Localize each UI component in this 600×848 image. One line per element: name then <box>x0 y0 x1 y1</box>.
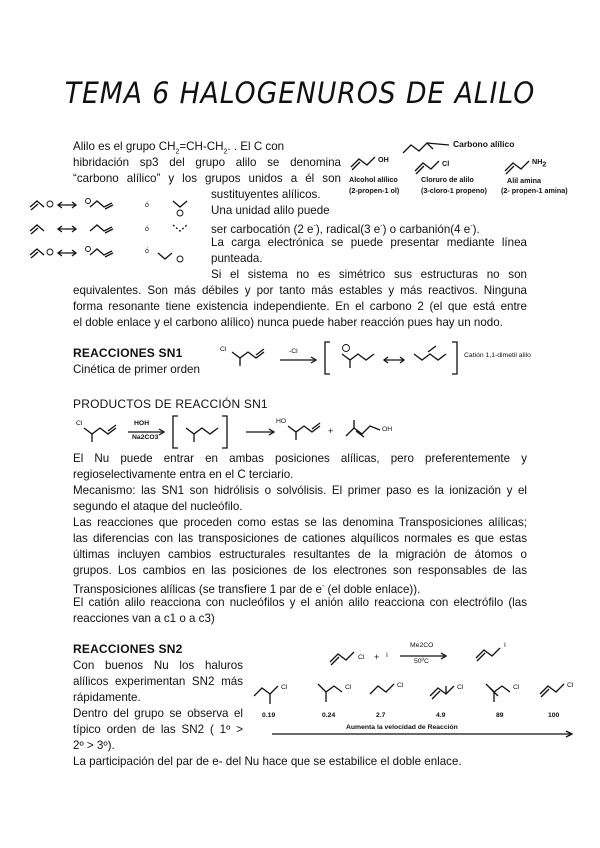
sn2-i-reagent: I <box>386 652 388 659</box>
body-line8: grupos. Los cambios en las posiciones de los electrones son responsables de las <box>73 564 527 577</box>
carbono-alilico-label: Carbono alílico <box>453 139 515 149</box>
allyl-structures-figure <box>345 135 595 205</box>
intro-line7: La carga electrónica se puede presentar mediante línea <box>211 236 527 249</box>
halide-cl-1: Cl <box>281 684 288 691</box>
halide-cl-3: Cl <box>397 682 404 689</box>
body-line9: Transposiciones alílicas (se transfiere 1 par de e- (el doble enlace)). <box>73 582 421 596</box>
intro-line6: ser carbocatión (2 e-), radical(3 e-) o carbanión(4 e-). <box>211 222 480 236</box>
intro-line10: equivalentes. Son más débiles y por tanto más estables y más reactivos. Ninguna <box>73 284 527 297</box>
intro-line12: el doble enlace y el carbono alílico) nunca puede haber reacción pues hay un nodo. <box>73 316 503 329</box>
productos-plus: + <box>328 426 334 436</box>
sn2-line3: rápidamente. <box>73 691 141 704</box>
intro-line8: punteada. <box>211 252 263 265</box>
body-line6: las diferencias con las transposiciones de cationes alquílicos normales es que estas <box>73 532 527 545</box>
resonance-structures-drawing <box>28 195 208 267</box>
sn2-reagent-top: Me2CO <box>410 642 434 649</box>
sn2-figure <box>250 640 580 744</box>
page-title: TEMA 6 HALOGENUROS DE ALILO <box>64 76 536 110</box>
productos-scheme-drawing <box>70 412 410 452</box>
productos-oh-label: OH <box>382 426 393 433</box>
svg-text:ó: ó <box>145 226 149 233</box>
body-line10: El catión alilo reacciona con nucleófilos y el anión alilo reacciona con electrófilo (las <box>73 596 527 609</box>
cation-label: Catión 1,1-dimetil alilo <box>464 352 531 359</box>
rate-2: 0.24 <box>322 712 336 719</box>
rate-6: 100 <box>548 712 560 719</box>
rate-axis-label: Aumenta la velocidad de Reacción <box>346 724 458 731</box>
body-line2: regioselectivamente entra en el C terciario. <box>73 468 294 481</box>
rate-1: 0.19 <box>262 712 276 719</box>
halide-cl-6: Cl <box>567 682 574 689</box>
intro-line2: hibridación sp3 del grupo alilo se denomina <box>73 156 341 169</box>
halide-cl-2: Cl <box>345 684 352 691</box>
alil-amina-iupac: (2- propen-1 amina) <box>501 186 568 195</box>
sn1-heading: REACCIONES SN1 <box>73 346 183 360</box>
sn2-line1: Con buenos Nu los haluros <box>73 659 243 672</box>
oh-label: OH <box>378 155 389 164</box>
body-line11: reacciones van a c1 o a c3) <box>73 612 215 625</box>
rate-4: 4.9 <box>436 712 446 719</box>
sn1-reaction-scheme <box>218 338 558 378</box>
alcohol-alilico-name: Alcohol alílico <box>349 175 398 184</box>
sn2-cl-label-1: Cl <box>358 654 365 661</box>
allyl-resonance-figure <box>28 195 208 267</box>
halide-cl-4: Cl <box>457 684 464 691</box>
cl-label: Cl <box>442 159 450 168</box>
halide-cl-5: Cl <box>513 684 520 691</box>
intro-line1: Alilo es el grupo $CH_2=CH-CH_2$. . El C con <box>73 140 285 156</box>
intro-line9: Si el sistema no es simétrico sus estructuras no son <box>211 268 527 281</box>
body-line3: Mecanismo: las SN1 son hidrólisis o solvólisis. El primer paso es la ionización y el <box>73 484 527 497</box>
cloruro-alilo-name: Cloruro de alilo <box>421 175 474 184</box>
sn2-line7: La participación del par de e- del Nu hace que se estabilice el doble enlace. <box>73 755 462 768</box>
body-line1: El Nu puede entrar en ambas posiciones alílicas, pero preferentemente y <box>73 452 527 465</box>
sn2-line4: Dentro del grupo se observa el <box>73 707 243 720</box>
intro-line11: forma resonante tiene existencia independiente. En el carbono 2 (el que está entre <box>73 300 527 313</box>
productos-reaction-scheme <box>70 412 410 452</box>
intro-line3: “carbono alílico” y los grupos unidos a él son <box>73 172 341 185</box>
svg-text:ó: ó <box>145 202 149 209</box>
svg-text:ó: ó <box>145 248 149 255</box>
intro-line5: Una unidad alilo puede <box>211 204 330 217</box>
nh2-label: $NH_2$ <box>532 157 547 169</box>
productos-heading: PRODUCTOS DE REACCIÓN SN1 <box>73 397 268 411</box>
alil-amina-name: Alil amina <box>507 176 541 185</box>
sn2-line6: 2º > 3º). <box>73 739 115 752</box>
productos-ho-label: HO <box>276 418 287 425</box>
sn1-reagent: -Cl <box>289 348 298 355</box>
productos-cl-label: Cl <box>76 420 83 427</box>
rate-3: 2.7 <box>376 712 386 719</box>
intro-line4: sustituyentes alílicos. <box>211 188 321 201</box>
cloruro-alilo-iupac: (3-cloro-1 propeno) <box>421 186 487 195</box>
body-line5: Las reacciones que proceden como estas se las denomina Transposiciones alílicas; <box>73 516 527 529</box>
sn1-cl-label: Cl <box>220 346 227 353</box>
productos-reagent-top: HOH <box>134 420 150 427</box>
sn2-heading: REACCIONES SN2 <box>73 642 183 656</box>
sn2-line2: alílicos experimentan SN2 más <box>73 675 243 688</box>
sn2-line5: típico orden de las SN2 ( 1º > <box>73 723 243 736</box>
sn2-plus: + <box>374 652 380 662</box>
body-line7: últimas incluyen cambios estructurales resultantes de la migración de átomos o <box>73 548 527 561</box>
rate-5: 89 <box>496 712 504 719</box>
alcohol-alilico-iupac: (2-propen-1 ol) <box>349 186 400 195</box>
body-line4: segundo el ataque del nucleófilo. <box>73 500 243 513</box>
sn1-subtitle: Cinética de primer orden <box>73 363 200 376</box>
productos-reagent-bottom: Na2CO3 <box>132 434 159 441</box>
sn2-reagent-bottom: 50ºC <box>414 658 429 665</box>
sn2-i-product: I <box>504 642 506 649</box>
